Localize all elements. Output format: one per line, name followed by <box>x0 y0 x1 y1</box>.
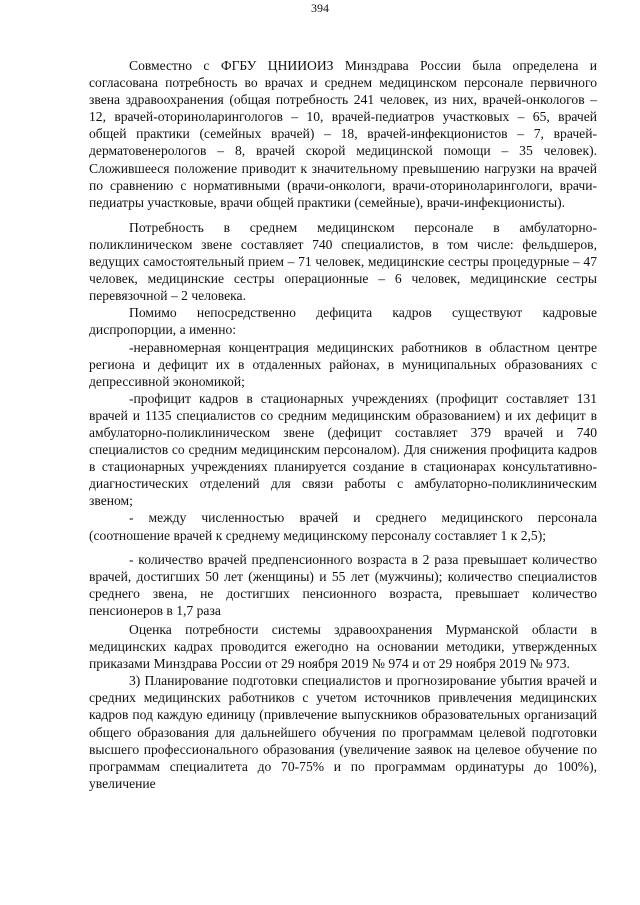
list-item-concentration: -неравномерная концентрация медицинских работников в областном центре региона и дефицит их в отдаленных районах, в муниципальных образованиях с депрессивной экономикой; <box>89 339 597 389</box>
paragraph-assessment: Оценка потребности системы здравоохранения Мурманской области в медицинских кадрах проводится ежегодно на основании методики, утвержденных приказами Минздрава России от 29 ноября 2019 № 974 и от 29 ноября 2019 № 973. <box>89 622 597 672</box>
document-body <box>89 57 597 792</box>
paragraph-nursing-need: Потребность в среднем медицинском персонале в амбулаторно-поликлиническом звене составляет 740 специалистов, в том числе: фельдшеров, ведущих самостоятельный прием – 71 человек, медицинские сестры процедурные – 47 человек, медицинские сестры операционные – 6 человек, медицинские сестры перевязочной – 2 человека. <box>89 219 597 304</box>
paragraph-disproportions-intro: Помимо непосредственно дефицита кадров существуют кадровые диспропорции, а именно: <box>89 305 597 338</box>
paragraph-planning: 3) Планирование подготовки специалистов и прогнозирование убытия врачей и средних медицинских работников с учетом источников привлечения медицинских кадров под каждую единицу (привлечение выпускников образовательных организаций общего образования для дальнейшего обучения по программам целевой подготовки высшего профессионального образования (увеличение заявок на целевое обучение по программам специалитета до 70-75% и по программам ординатуры до 100%), увеличение <box>89 673 597 791</box>
page-number: 394 <box>311 1 329 15</box>
list-item-preretirement: - количество врачей предпенсионного возраста в 2 раза превышает количество врачей, достигших 50 лет (женщины) и 55 лет (мужчины); количество специалистов среднего звена, не достигших пенсионного возраста, превышает количество пенсионеров в 1,7 раза <box>89 551 597 618</box>
list-item-ratio: - между численностью врачей и среднего медицинского персонала (соотношение врачей к среднему медицинскому персоналу составляет 1 к 2,5); <box>89 510 597 543</box>
paragraph-staffing-need: Совместно с ФГБУ ЦНИИОИЗ Минздрава России была определена и согласована потребность во врачах и среднем медицинском персонале первичного звена здравоохранения (общая потребность 241 человек, из них, врачей-онкологов – 12, врачей-оториноларингологов – 10, врачей-педиатров участковых – 65, врачей общей практики (семейных врачей) – 18, врачей-инфекционистов – 7, врачей-дерматовенерологов – 8, врачей скорой медицинской помощи – 35 человек). Сложившееся положение приводит к значительному превышению нагрузки на врачей по сравнению с нормативными (врачи-онкологи, врачи-оториноларингологи, врачи-педиатры участковые, врачи общей практики (семейные), врачи-инфекционисты). <box>89 58 597 210</box>
list-item-surplus-deficit: -профицит кадров в стационарных учреждениях (профицит составляет 131 врачей и 1135 специалистов со средним медицинским образованием) и их дефицит в амбулаторно-поликлиническом звене (дефицит составляет 379 врачей и 740 специалистов со средним медицинским персоналом). Для снижения профицита кадров в стационарных учреждениях планируется создание в стационарах консультативно-диагностических отделений для связи работы с амбулаторно-поликлиническим звеном; <box>89 390 597 509</box>
